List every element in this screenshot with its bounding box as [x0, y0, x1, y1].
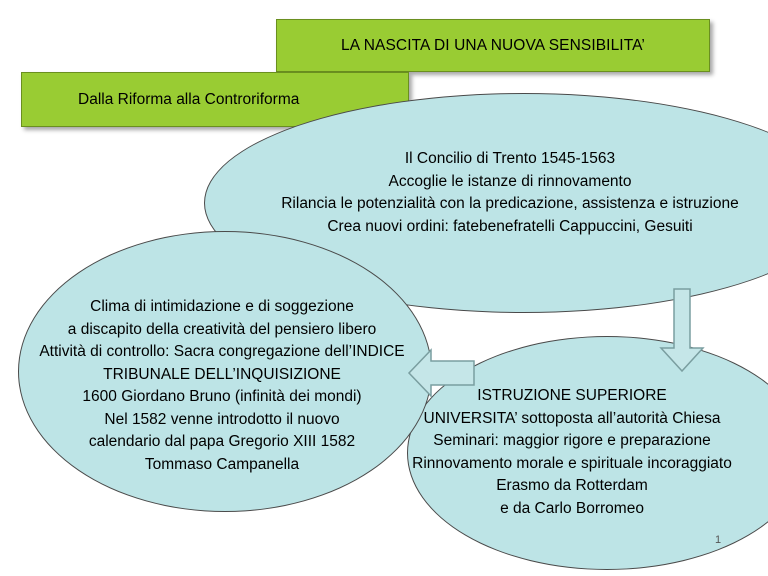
istruzione-line: UNIVERSITA’ sottoposta all’autorità Chiesa	[423, 409, 721, 427]
istruzione-line: Seminari: maggior rigore e preparazione	[433, 432, 711, 449]
concilio-line: Accoglie le istanze di rinnovamento	[388, 172, 632, 190]
slide-title: LA NASCITA DI UNA NUOVA SENSIBILITA’	[341, 36, 645, 54]
istruzione-line: Erasmo da Rotterdam	[496, 477, 648, 494]
istruzione-line: ISTRUZIONE SUPERIORE	[477, 387, 667, 404]
down-arrow-icon	[661, 289, 703, 371]
concilio-text	[200, 148, 768, 238]
intimidazione-line: 1600 Giordano Bruno (infinità dei mondi)	[82, 388, 362, 405]
concilio-line: Rilancia le potenzialità con la predicazione, assistenza e istruzione	[281, 195, 739, 212]
intimidazione-line: a discapito della creatività del pensiero libero	[67, 320, 377, 338]
intimidazione-line: Clima di intimidazione e di soggezione	[90, 298, 354, 315]
istruzione-line: e da Carlo Borromeo	[500, 499, 644, 517]
intimidazione-line: Attività di controllo: Sacra congregazione dell’INDICE	[39, 343, 405, 360]
intimidazione-line: Tommaso Campanella	[144, 455, 300, 473]
istruzione-text	[362, 385, 768, 520]
intimidazione-line: Nel 1582 venne introdotto il nuovo	[104, 410, 340, 428]
istruzione-line: Rinnovamento morale e spirituale incoraggiato	[412, 454, 732, 472]
page-number: 1	[715, 534, 722, 546]
intimidazione-line: calendario dal papa Gregorio XIII 1582	[88, 433, 356, 450]
concilio-line: Il Concilio di Trento 1545-1563	[404, 150, 616, 167]
slide-subtitle: Dalla Riforma alla Controriforma	[78, 90, 300, 108]
intimidazione-line: TRIBUNALE DELL’INQUISIZIONE	[103, 365, 341, 383]
concilio-line: Crea nuovi ordini: fatebenefratelli Cappuccini, Gesuiti	[327, 217, 693, 235]
